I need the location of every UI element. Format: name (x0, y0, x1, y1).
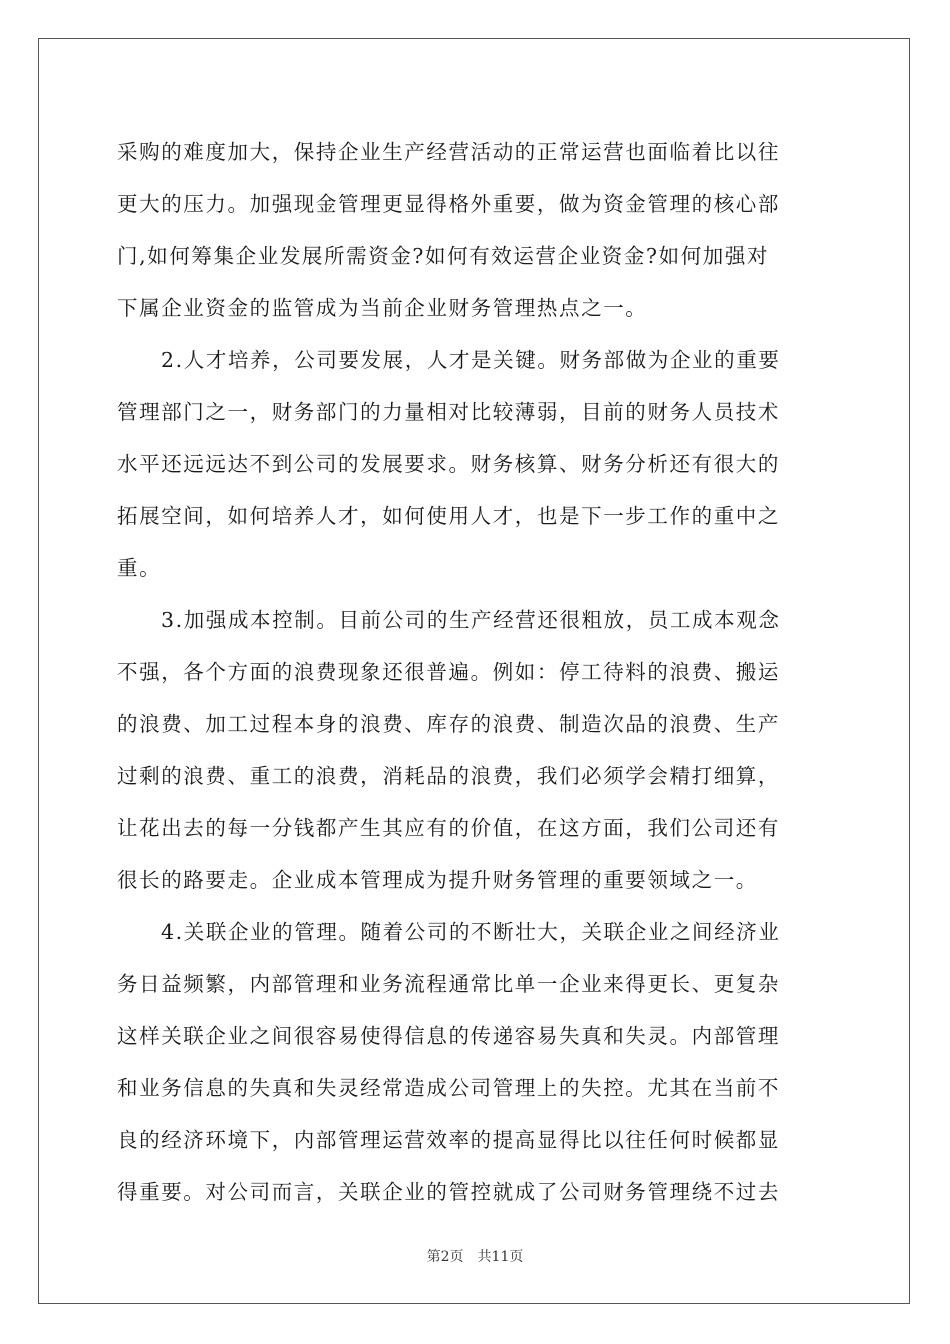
text-line: 很长的路要走。企业成本管理成为提升财务管理的重要领域之一。 (117, 868, 758, 892)
paragraph-affiliate-management (117, 906, 833, 1218)
text-line: 这样关联企业之间很容易使得信息的传递容易失真和失灵。内部管理 (117, 1024, 780, 1048)
text-line: 和业务信息的失真和失灵经常造成公司管理上的失控。尤其在当前不 (117, 1076, 780, 1100)
text-line: 管理部门之一，财务部门的力量相对比较薄弱，目前的财务人员技术 (117, 400, 780, 424)
text-line: 2.人才培养，公司要发展，人才是关键。财务部做为企业的重要 (161, 348, 781, 372)
text-line: 的浪费、加工过程本身的浪费、库存的浪费、制造次品的浪费、生产 (117, 712, 780, 736)
page-total: 共11页 (477, 1249, 524, 1265)
text-line: 务日益频繁，内部管理和业务流程通常比单一企业来得更长、更复杂 (117, 972, 780, 996)
text-line: 不强，各个方面的浪费现象还很普遍。例如：停工待料的浪费、搬运 (117, 660, 780, 684)
text-line: 得重要。对公司而言，关联企业的管控就成了公司财务管理绕不过去 (117, 1180, 780, 1204)
text-line: 3.加强成本控制。目前公司的生产经营还很粗放，员工成本观念 (161, 608, 781, 632)
text-line: 下属企业资金的监管成为当前企业财务管理热点之一。 (117, 296, 648, 320)
paragraph-cash-management (117, 126, 833, 334)
text-line: 更大的压力。加强现金管理更显得格外重要，做为资金管理的核心部 (117, 192, 780, 216)
page-number: 第2页 (426, 1249, 464, 1265)
text-line: 良的经济环境下，内部管理运营效率的提高显得比以往任何时候都显 (117, 1128, 780, 1152)
text-line: 过剩的浪费、重工的浪费，消耗品的浪费，我们必须学会精打细算， (117, 764, 780, 788)
page-footer (0, 1246, 950, 1266)
text-line: 水平还远远达不到公司的发展要求。财务核算、财务分析还有很大的 (117, 452, 780, 476)
text-line: 拓展空间，如何培养人才，如何使用人才，也是下一步工作的重中之 (117, 504, 780, 528)
paragraph-cost-control (117, 594, 833, 906)
text-line: 让花出去的每一分钱都产生其应有的价值，在这方面，我们公司还有 (117, 816, 780, 840)
document-body (117, 126, 833, 1218)
text-line: 重。 (117, 556, 162, 580)
text-line: 4.关联企业的管理。随着公司的不断壮大，关联企业之间经济业 (161, 920, 781, 944)
text-line: 门,如何筹集企业发展所需资金?如何有效运营企业资金?如何加强对 (117, 244, 770, 268)
paragraph-talent-training (117, 334, 833, 594)
text-line: 采购的难度加大，保持企业生产经营活动的正常运营也面临着比以往 (117, 140, 780, 164)
